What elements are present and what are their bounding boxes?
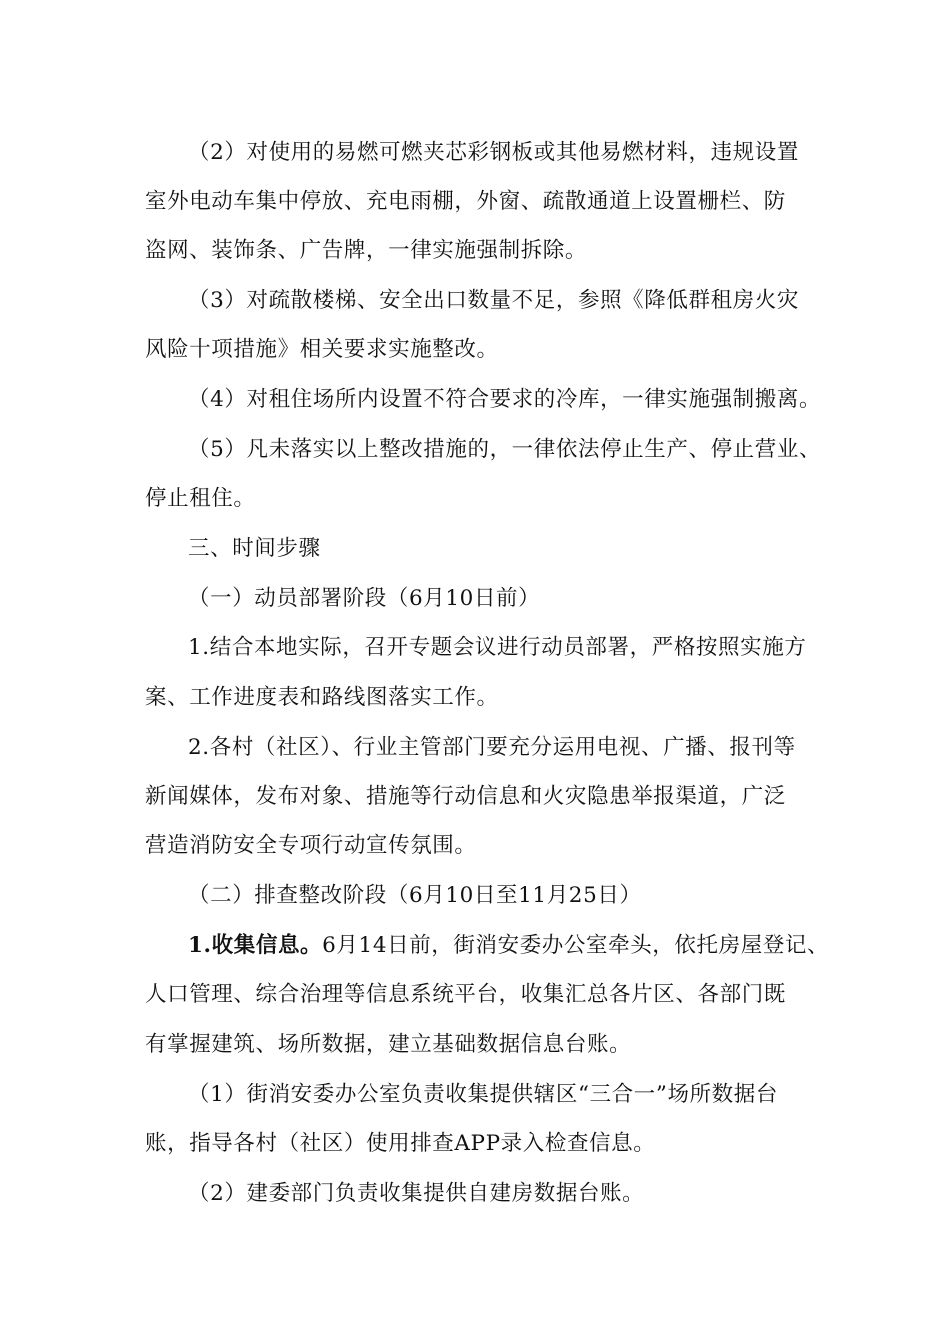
bold-lead: 1.收集信息。	[188, 933, 323, 958]
paragraph-line: （3）对疏散楼梯、安全出口数量不足，参照《降低群租房火灾	[188, 288, 799, 313]
paragraph-line: （2）建委部门负责收集提供自建房数据台账。	[188, 1181, 645, 1206]
paragraph-line: 室外电动车集中停放、充电雨棚，外窗、疏散通道上设置栅栏、防	[145, 189, 786, 214]
paragraph-line: 停止租住。	[145, 486, 256, 511]
paragraph-line: 营造消防安全专项行动宣传氛围。	[145, 833, 477, 858]
section-heading: 三、时间步骤	[188, 536, 321, 561]
subsection-heading: （一）动员部署阶段（6月10日前）	[188, 586, 541, 611]
paragraph-line: 1.结合本地实际，召开专题会议进行动员部署，严格按照实施方	[188, 635, 807, 660]
paragraph-line: （5）凡未落实以上整改措施的，一律依法停止生产、停止营业、	[188, 437, 822, 462]
paragraph-line: 风险十项措施》相关要求实施整改。	[145, 337, 499, 362]
paragraph-line	[188, 931, 829, 961]
paragraph-line: 盗网、装饰条、广告牌，一律实施强制拆除。	[145, 238, 588, 263]
subsection-heading: （二）排查整改阶段（6月10日至11月25日）	[188, 883, 642, 908]
paragraph-line: 人口管理、综合治理等信息系统平台，收集汇总各片区、各部门既	[145, 982, 786, 1007]
paragraph-line: 新闻媒体，发布对象、措施等行动信息和火灾隐患举报渠道，广泛	[145, 784, 786, 809]
paragraph-line: （1）街消安委办公室负责收集提供辖区“三合一”场所数据台	[188, 1082, 778, 1107]
paragraph-line: 2.各村（社区）、行业主管部门要充分运用电视、广播、报刊等	[188, 735, 796, 760]
paragraph-text: 6月14日前，街消安委办公室牵头，依托房屋登记、	[322, 933, 830, 958]
paragraph-line: 有掌握建筑、场所数据，建立基础数据信息台账。	[145, 1032, 632, 1057]
paragraph-line: 账，指导各村（社区）使用排查APP录入检查信息。	[145, 1131, 656, 1156]
paragraph-line: （2）对使用的易燃可燃夹芯彩钢板或其他易燃材料，违规设置	[188, 140, 799, 165]
paragraph-line: 案、工作进度表和路线图落实工作。	[145, 685, 499, 710]
paragraph-line: （4）对租住场所内设置不符合要求的冷库，一律实施强制搬离。	[188, 387, 822, 412]
